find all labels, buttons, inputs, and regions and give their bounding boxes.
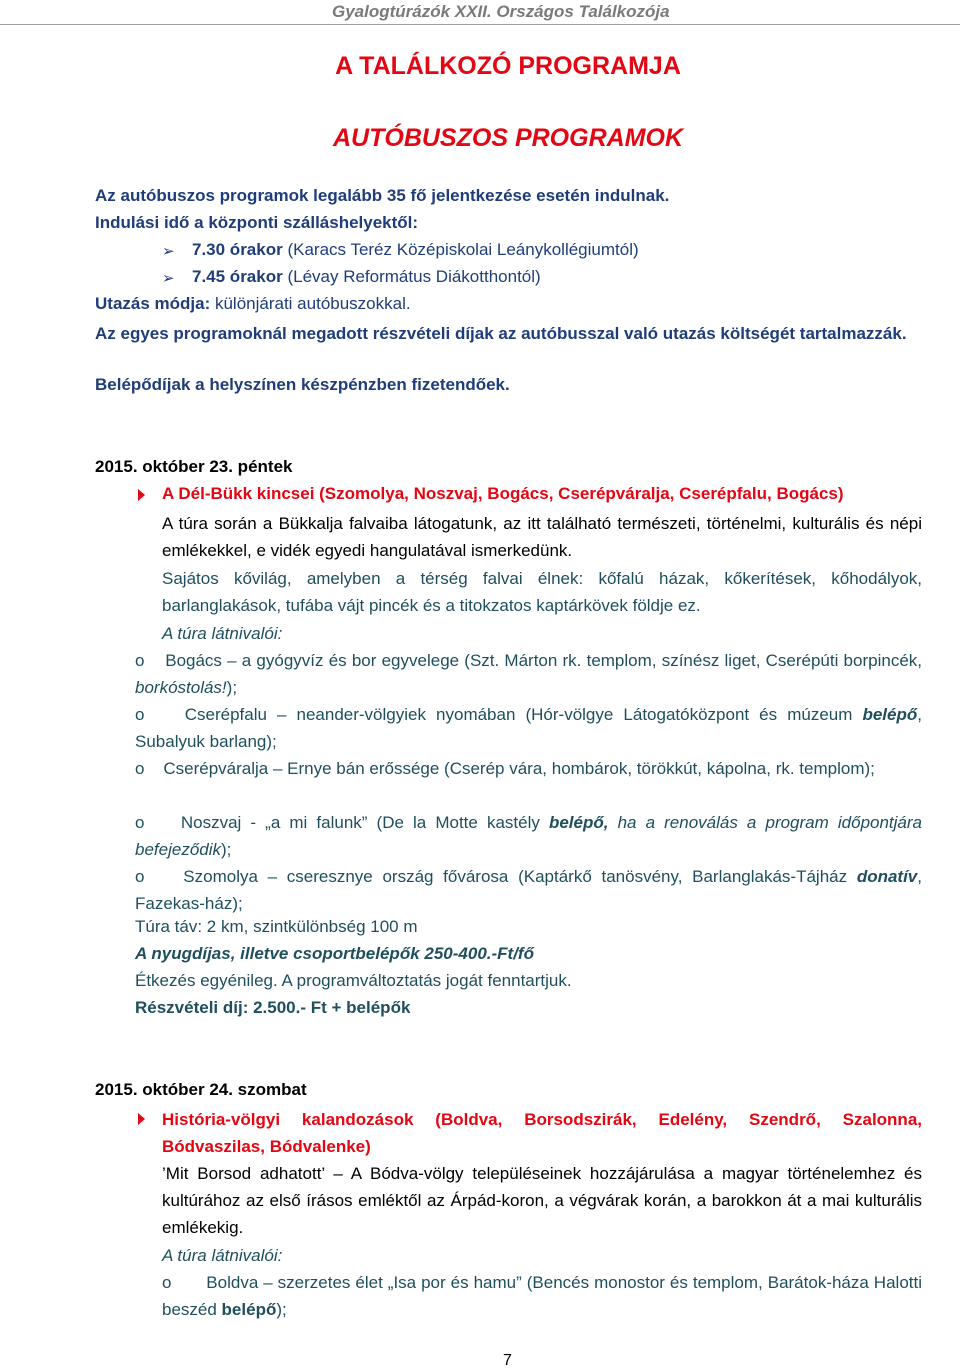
day2-sights-label: A túra látnivalói: xyxy=(162,1246,283,1265)
day1-fee: Részvételi díj: 2.500.- Ft + belépők xyxy=(135,998,411,1017)
travel-mode xyxy=(95,294,411,314)
day2-date: 2015. október 24. szombat xyxy=(95,1080,307,1099)
circle-o-icon: o xyxy=(135,813,145,832)
intro-line-2: Indulási idő a központi szálláshelyektől: xyxy=(95,213,419,232)
day1-sight-cserepvaralja: o Cserépváralja – Ernye bán erőssége (Cserép vára, hombárok, törökkút, kápolna, rk. templom); xyxy=(135,759,875,778)
day1-ticket-prices: A nyugdíjas, illetve csoportbelépők 250-400.-Ft/fő xyxy=(135,944,534,963)
arrow-bullet-icon: ➢ xyxy=(162,270,175,287)
circle-o-icon: o xyxy=(135,651,145,670)
red-triangle-icon xyxy=(138,489,145,501)
intro-line-1: Az autóbuszos programok legalább 35 fő jelentkezése esetén indulnak. xyxy=(95,186,670,205)
departure-1-place: (Karacs Teréz Középiskolai Leánykollégiumtól) xyxy=(282,240,639,259)
ticket-note: Belépődíjak a helyszínen készpénzben fizetendőek. xyxy=(95,375,510,394)
departure-2-time: 7.45 órakor xyxy=(192,267,283,286)
day1-sight-cserepfalu: o Cserépfalu – neander-völgyiek nyomában (Hór-völgye Látogatóközpont és múzeum belépő, Subalyuk barlang); xyxy=(135,705,922,751)
departure-1 xyxy=(192,240,639,260)
day1-food-note: Étkezés egyénileg. A programváltoztatás jogát fenntartjuk. xyxy=(135,971,572,990)
day1-title: A Dél-Bükk kincsei (Szomolya, Noszvaj, Bogács, Cserépváralja, Cserépfalu, Bogács) xyxy=(162,484,844,503)
day1-distance: Túra táv: 2 km, szintkülönbség 100 m xyxy=(135,917,418,936)
page-number: 7 xyxy=(503,1352,512,1369)
day1-sights-label: A túra látnivalói: xyxy=(162,624,283,643)
running-header xyxy=(0,0,960,25)
travel-mode-value: különjárati autóbuszokkal. xyxy=(210,294,411,313)
circle-o-icon: o xyxy=(162,1273,172,1292)
page-title: A TALÁLKOZÓ PROGRAMJA xyxy=(335,52,681,80)
circle-o-icon: o xyxy=(135,759,145,778)
day1-sight-noszvaj: o Noszvaj - „a mi falunk” (De la Motte kastély belépő, ha a renoválás a program időpontjára befejeződik); xyxy=(135,813,922,859)
fee-note: Az egyes programoknál megadott részvételi díjak az autóbusszal való utazás költségét tartalmazzák. xyxy=(95,324,907,343)
red-triangle-icon xyxy=(138,1113,145,1125)
arrow-bullet-icon: ➢ xyxy=(162,243,175,260)
day1-sight-bogacs: o Bogács – a gyógyvíz és bor egyvelege (Szt. Márton rk. templom, színész liget, Cserépúti borpincék, borkóstolás!); xyxy=(135,651,922,697)
day2-sight-boldva: o Boldva – szerzetes élet „Isa por és hamu” (Bencés monostor és templom, Barátok-háza Halotti beszéd belépő); xyxy=(162,1273,922,1319)
travel-mode-label: Utazás módja: xyxy=(95,294,211,313)
departure-1-time: 7.30 órakor xyxy=(192,240,283,259)
header-title: Gyalogtúrázók XXII. Országos Találkozója xyxy=(332,2,670,21)
section-title: AUTÓBUSZOS PROGRAMOK xyxy=(333,124,683,152)
day2-title: História-völgyi kalandozások (Boldva, Borsodszirák, Edelény, Szendrő, Szalonna, Bódvaszilas, Bódvalenke) xyxy=(162,1110,922,1156)
day1-description: A túra során a Bükkalja falvaiba látogatunk, az itt található természeti, történelmi, kulturális és népi emlékekkel, e vidék egyedi hangulatával ismerkedünk. xyxy=(162,514,922,560)
day1-sight-szomolya: o Szomolya – cseresznye ország fővárosa (Kaptárkő tanösvény, Barlanglakás-Tájház donatív, Fazekas-ház); xyxy=(135,867,922,913)
circle-o-icon: o xyxy=(135,705,145,724)
departure-2 xyxy=(192,267,541,287)
day1-stone-world: Sajátos kővilág, amelyben a térség falvai élnek: kőfalú házak, kőkerítések, kőhodályok, barlanglakások, tufába vájt pincék és a titokzatos kaptárkövek földje ez. xyxy=(162,569,922,615)
departure-2-place: (Lévay Református Diákotthontól) xyxy=(282,267,541,286)
day1-date: 2015. október 23. péntek xyxy=(95,457,293,476)
circle-o-icon: o xyxy=(135,867,145,886)
day2-description: ’Mit Borsod adhatott’ – A Bódva-völgy településeinek hozzájárulása a magyar történelemhez és kultúrához az első írásos emléktől az Árpád-koron, a végvárak korán, a barokkon át a mai kulturális emlékekig. xyxy=(162,1164,922,1237)
